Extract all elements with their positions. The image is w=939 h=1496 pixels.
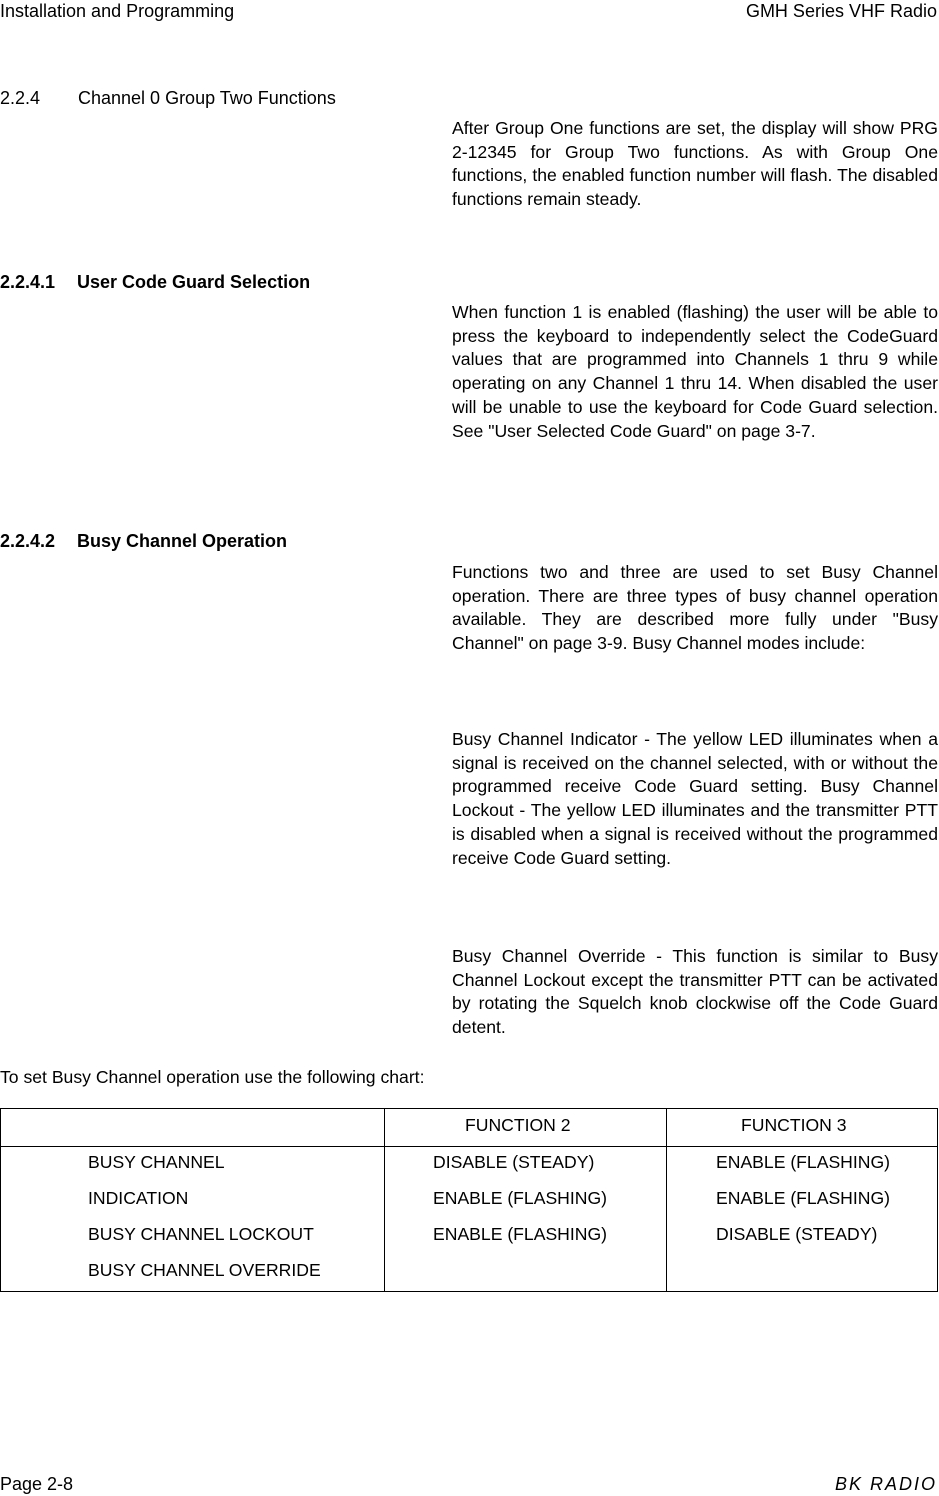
table-cell-function-2: ENABLE (FLASHING) (433, 1224, 608, 1244)
table-cell-function-3: ENABLE (FLASHING) (716, 1188, 891, 1208)
section-2-2-4-title: Channel 0 Group Two Functions (78, 88, 336, 108)
section-2-2-4-2-number: 2.2.4.2 (0, 531, 56, 551)
header-right: GMH Series VHF Radio (745, 1, 937, 21)
table-cell-function-3: DISABLE (STEADY) (716, 1224, 878, 1244)
section-2-2-4-1-title: User Code Guard Selection (77, 272, 311, 292)
table-cell-function-2: DISABLE (STEADY) (433, 1152, 595, 1172)
table-column-divider-2 (666, 1108, 667, 1292)
chart-intro: To set Busy Channel operation use the following chart: (0, 1067, 425, 1087)
table-header-divider (0, 1146, 938, 1147)
busy-channel-override-para: Busy Channel Override - This function is similar to Busy Channel Lockout except the transmitter PTT can be activated by rotating the Squelch knob clockwise off the Code Guard detent. (452, 946, 938, 1038)
section-2-2-4-1-number: 2.2.4.1 (0, 272, 56, 292)
section-2-2-4-2-body: Functions two and three are used to set Busy Channel operation. There are three types of busy channel operation available. They are described more fully under "Busy Channel" on page 3-9. Busy Channel modes include: (452, 562, 938, 654)
table-header-function-3: FUNCTION 3 (741, 1115, 847, 1135)
table-cell-function-2: ENABLE (FLASHING) (433, 1188, 608, 1208)
table-header-function-2: FUNCTION 2 (465, 1115, 571, 1135)
table-cell-mode: BUSY CHANNEL LOCKOUT (88, 1224, 314, 1244)
section-2-2-4-1-body: When function 1 is enabled (flashing) the user will be able to press the keyboard to independently select the CodeGuard values that are programmed into Channels 1 thru 9 while operating on any Channel 1 thru 14. When disabled the user will be unable to use the keyboard for Code Guard selection. See "User Selected Code Guard" on page 3-7. (452, 302, 938, 441)
busy-channel-indicator-para: Busy Channel Indicator - The yellow LED illuminates when a signal is received on the channel selected, with or without the programmed receive Code Guard setting. Busy Channel Lockout - The yellow LED illuminates and the transmitter PTT is disabled when a signal is received without the programmed receive Code Guard setting. (452, 729, 938, 868)
footer-page-number: Page 2-8 (0, 1474, 74, 1494)
section-2-2-4-number: 2.2.4 (0, 88, 41, 108)
section-2-2-4-body: After Group One functions are set, the display will show PRG 2-12345 for Group Two functions. As with Group One functions, the enabled function number will flash. The disabled functions remain steady. (452, 118, 938, 210)
section-2-2-4-2-title: Busy Channel Operation (77, 531, 288, 551)
header-left: Installation and Programming (0, 1, 235, 21)
table-column-divider-1 (384, 1108, 385, 1292)
table-cell-function-3: ENABLE (FLASHING) (716, 1152, 891, 1172)
table-cell-mode: INDICATION (88, 1188, 189, 1208)
footer-brand: BK RADIO (834, 1474, 937, 1494)
table-cell-mode: BUSY CHANNEL (88, 1152, 225, 1172)
table-cell-mode: BUSY CHANNEL OVERRIDE (88, 1260, 321, 1280)
